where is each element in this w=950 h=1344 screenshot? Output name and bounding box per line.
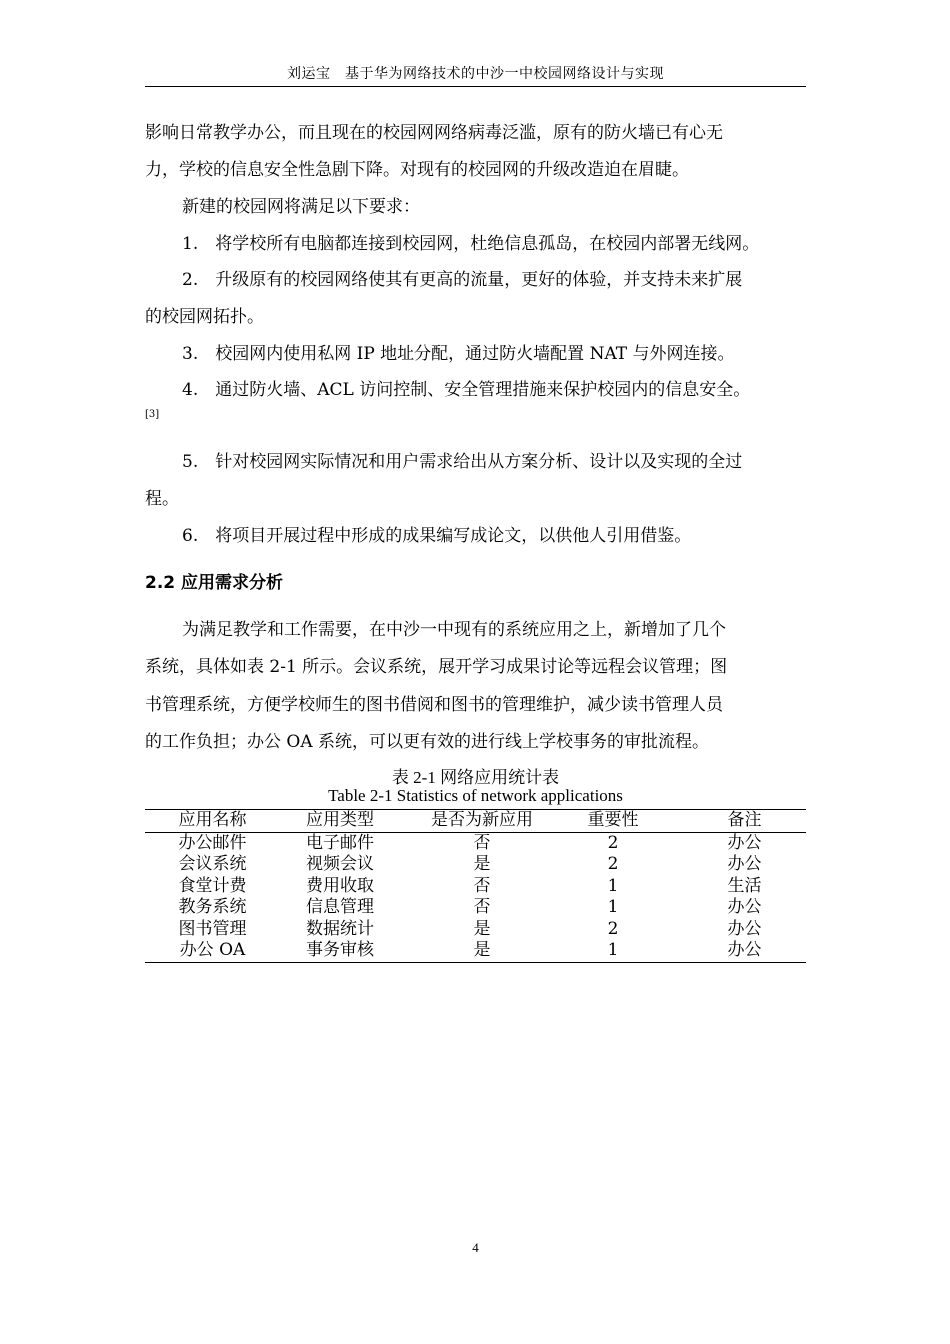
requirement-item-4: 4. 通过防火墙、ACL 访问控制、安全管理措施来保护校园内的信息安全。 (182, 380, 751, 400)
table-cell: 2 (607, 854, 619, 874)
table-cell: 1 (607, 875, 619, 896)
body-text-line: 力，学校的信息安全性急剧下降。对现有的校园网的升级改造迫在眉睫。 (145, 160, 689, 180)
requirement-item-2-cont: 的校园网拓扑。 (145, 307, 264, 327)
body-text-line: 系统，具体如表 2-1 所示。会议系统，展开学习成果讨论等远程会议管理；图 (145, 657, 728, 677)
table-cell: 信息管理 (306, 897, 374, 917)
body-text-line: 的工作负担；办公 OA 系统，可以更有效的进行线上学校事务的审批流程。 (145, 732, 710, 752)
table-row (145, 940, 806, 962)
column-header: 重要性 (587, 810, 639, 830)
table-caption-en: Table 2-1 Statistics of network applications (328, 786, 623, 805)
table-row (145, 876, 806, 898)
table-cell: 是 (473, 940, 491, 960)
table-row (145, 919, 806, 941)
table-header-row (145, 810, 806, 833)
table-cell: 会议系统 (178, 854, 247, 874)
citation-ref: [3] (145, 409, 160, 420)
table-cell: 是 (473, 918, 491, 939)
table-cell: 办公邮件 (178, 832, 247, 853)
table-cell: 否 (473, 875, 491, 896)
requirement-item-5-cont: 程。 (145, 489, 179, 509)
running-header: 刘运宝 基于华为网络技术的中沙一中校园网络设计与实现 (287, 66, 664, 82)
table-cell: 否 (473, 897, 491, 917)
table-caption-cn: 表 2-1 网络应用统计表 (391, 768, 560, 787)
table-row (145, 897, 806, 919)
table-cell: 办公 (727, 854, 762, 874)
table-cell: 教务系统 (178, 897, 247, 917)
table-cell: 办公 (727, 940, 762, 960)
table-cell: 数据统计 (306, 918, 374, 939)
table-cell: 1 (607, 897, 619, 917)
column-header: 应用名称 (178, 810, 247, 830)
table-row (145, 832, 806, 854)
table-cell: 否 (473, 832, 491, 853)
requirement-item-1: 1. 将学校所有电脑都连接到校园网，杜绝信息孤岛，在校园内部署无线网。 (182, 234, 760, 254)
table-cell: 电子邮件 (306, 832, 374, 853)
table-cell: 生活 (727, 875, 762, 896)
column-header: 是否为新应用 (431, 810, 533, 830)
table-row (145, 854, 806, 876)
column-header: 应用类型 (306, 810, 374, 830)
table-cell: 费用收取 (306, 875, 374, 896)
requirement-item-3: 3. 校园网内使用私网 IP 地址分配，通过防火墙配置 NAT 与外网连接。 (182, 344, 735, 364)
requirement-item-5: 5. 针对校园网实际情况和用户需求给出从方案分析、设计以及实现的全过 (182, 452, 743, 472)
table-cell: 办公 OA (179, 940, 246, 960)
body-text-line: 影响日常教学办公，而且现在的校园网网络病毒泛滥，原有的防火墙已有心无 (145, 123, 723, 143)
table-cell: 食堂计费 (178, 875, 247, 896)
column-header: 备注 (727, 810, 762, 830)
body-text-line: 为满足教学和工作需要，在中沙一中现有的系统应用之上，新增加了几个 (182, 620, 726, 640)
table-cell: 事务审核 (306, 940, 374, 960)
body-text-line: 书管理系统，方便学校师生的图书借阅和图书的管理维护，减少读书管理人员 (145, 695, 723, 715)
header-rule (145, 86, 806, 87)
table-cell: 2 (607, 918, 619, 939)
requirement-item-6: 6. 将项目开展过程中形成的成果编写成论文，以供他人引用借鉴。 (182, 526, 692, 546)
network-applications-table (145, 809, 806, 963)
page-number: 4 (472, 1240, 479, 1255)
table-cell: 视频会议 (306, 854, 374, 874)
requirements-intro: 新建的校园网将满足以下要求： (182, 197, 420, 217)
requirement-item-2: 2. 升级原有的校园网络使其有更高的流量，更好的体验，并支持未来扩展 (182, 270, 743, 290)
table-cell: 2 (607, 832, 619, 853)
section-heading: 2.2 应用需求分析 (145, 573, 284, 593)
table-cell: 办公 (727, 897, 762, 917)
table-cell: 图书管理 (178, 918, 247, 939)
table-cell: 办公 (727, 832, 762, 853)
table-cell: 是 (473, 854, 491, 874)
table-cell: 1 (607, 940, 619, 960)
table-cell: 办公 (727, 918, 762, 939)
